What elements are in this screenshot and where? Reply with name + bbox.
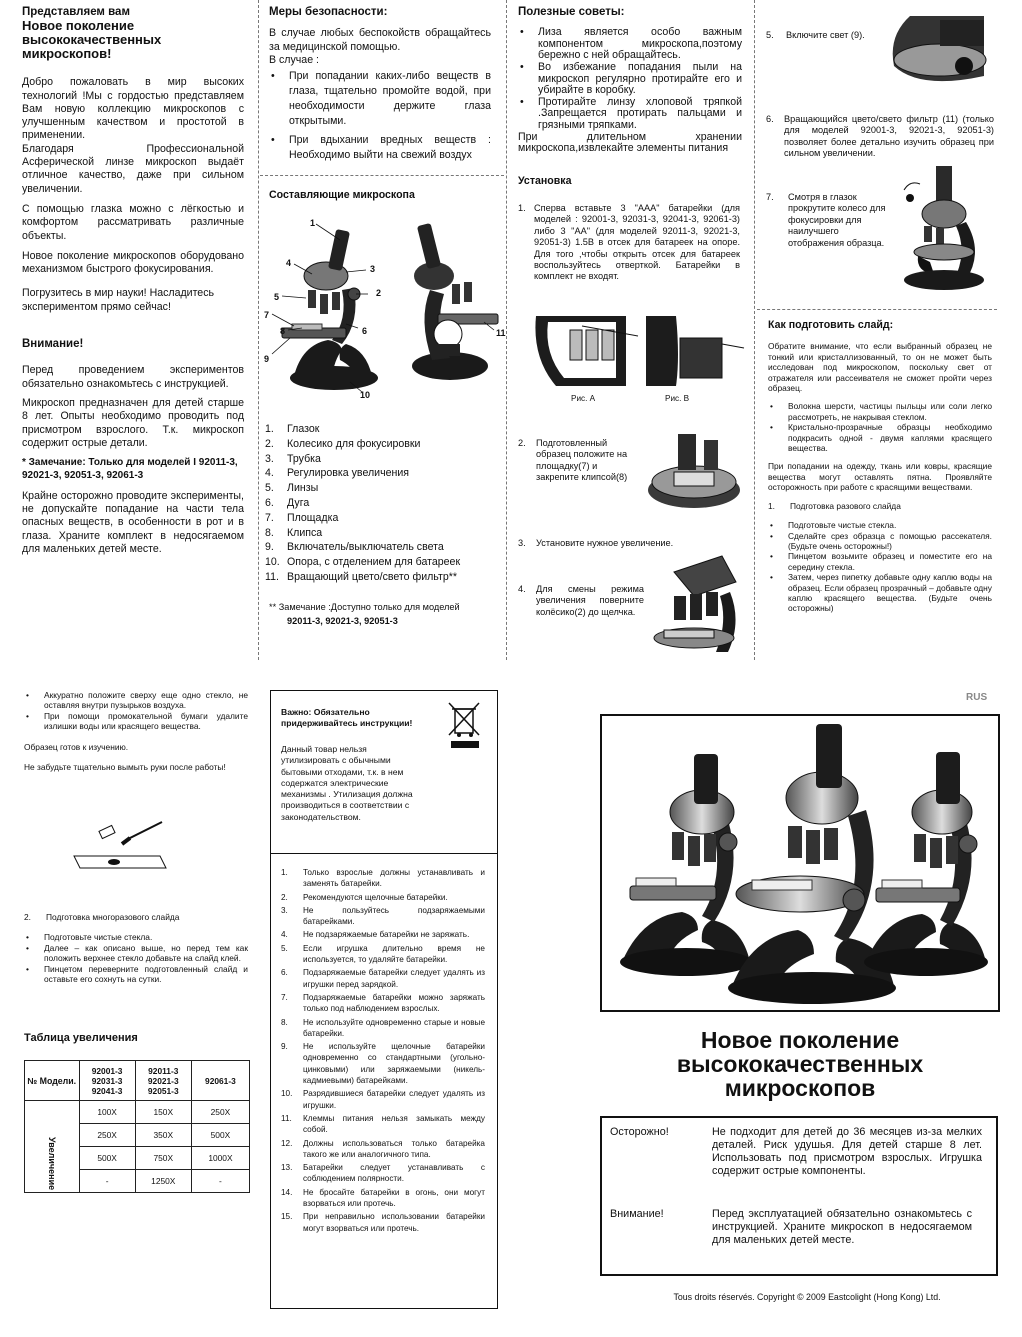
disposable-title: 1. Подготовка разового слайда [768,500,901,511]
diagram-label: 2 [376,288,382,298]
battery-rule: 11. Клеммы питания нельзя замыкать между собой. [281,1113,485,1135]
aspheric-text: Благодаря Профессиональной Асферической линзе микроскоп выдаёт отличное качество, даже при сильном увеличении. [22,142,244,195]
magnification-turret-illustration [644,552,746,658]
mag-header-model: № Модели. [25,1061,80,1101]
tips-storage: При длительном хранении микроскопа,извлекайте элементы питания [518,130,742,155]
step-5: 5. Включите свет (9). [766,30,865,40]
diagram-label: 6 [362,326,368,336]
slide-column [768,320,992,614]
diagram-label: 9 [264,354,270,364]
important-note: Важно: Обязательно придерживайтесь инструкции! [281,707,413,728]
wash-hands: Не забудьте тщательно вымыть руки после работы! [24,762,226,773]
tips-column [518,6,742,188]
slide-illustration [70,818,170,878]
focus-knob-illustration [896,162,994,292]
battery-rule: 2. Рекомендуются щелочные батарейки. [281,892,448,902]
parts-item: 5. Линзы [265,482,319,495]
battery-rule: 9. Не используйте щелочные батарейки одновременно со стандартными (угольно-цинковыми) или заряжаемыми (никель-кадмиевыми) батарейками. [281,1042,485,1086]
battery-rule: 6. Подзаряжаемые батарейки следует удалять из игрушки перед зарядкой. [281,968,485,989]
diagram-label: 5 [274,292,280,302]
mag-cell: 500X [191,1124,249,1147]
parts-item: 8. Клипса [265,526,323,539]
disposable-item: • Затем, через пипетку добавьте одну каплю воды на образец. Если образец прозрачный – добавьте одну каплю красящего вещества. (Будьте очень осторожны) [768,572,992,614]
attention-text: Перед эксплуатацией обязательно ознакомьтесь с инструкцией. Храните микроскоп в недосягаемом для маленьких детей месте. [712,1207,972,1246]
intro-pre: Представляем вам [22,6,130,18]
install-step-3: 3. Установите нужное увеличение. [518,538,674,548]
safety-item: • При вдыхании вредных веществ : Необходимо выйти на свежий воздух [269,133,491,163]
mag-header: 92011-3 92021-3 92051-3 [135,1061,191,1101]
attention-note: * Замечание: Только для моделей I 92011-3, 92021-3, 92051-3, 92061-3 [22,457,238,482]
slide-item: • Волокна шерсти, частицы пыльцы или соли легко рассмотреть, не накрывая стеклом. [768,401,992,422]
battery-rule: 7. Подзаряжаемые батарейки можно заряжать только под наблюдением взрослых. [281,992,485,1014]
reusable-item: • Подготовьте чистые стекла. [24,932,248,942]
battery-rule: 4. Не подзаряжаемые батарейки не заряжать. [281,930,470,940]
safety-item: • При попадании каких-либо веществ в глаза, тщательно промойте водой, при необходимости держите глаза открытыми. [269,69,491,129]
slide-item: • Кристально-прозрачные образцы необходимо подкрасить одной - двумя каплями красящего вещества. [768,422,992,453]
parts-note: ** Замечание :Доступно только для моделей [269,602,460,612]
magnification-table [24,1060,250,1193]
intro-title: Новое поколение высококачественных микроскопов! [22,18,162,62]
tips-list [518,27,742,131]
diagram-label: 10 [360,390,371,400]
diagram-label: 3 [370,264,376,274]
disposable-item: • Сделайте срез образца с помощью рассекателя. (Будьте очень осторожны!) [768,531,992,552]
battery-rule: 14. Не бросайте батарейки в огонь, они могут взорваться или протечь. [281,1187,485,1209]
figure-b-caption: Рис. B [665,394,690,403]
disposable-item: • Пинцетом возьмите образец и поместите его на середину стекла. [768,551,992,572]
cover-image-frame [600,714,1000,1012]
slide-continued-item: • При помощи промокательной бумаги удалите излишки воды или красящего вещества. [24,711,248,732]
slide-warning: При попадании на одежду, ткань или ковры, красящие вещества могут оставлять пятна. Проявляйте осторожность при работе с красящими веществами. [768,461,992,493]
parts-item: 10. Опора, с отделением для батареек [265,556,461,569]
disposal-box [270,690,498,854]
mag-cell: 100X [79,1101,135,1124]
copyright: Tous droits réservés. Copyright © 2009 Eastcolight (Hong Kong) Ltd. [673,1292,941,1302]
parts-item: 4. Регулировка увеличения [265,467,409,480]
safety-column [269,6,491,163]
battery-rule: 10. Разрядившиеся батарейки следует удалять из игрушки. [281,1089,485,1110]
mag-side-label: Увеличение [25,1101,80,1193]
attention-label: Внимание! [610,1207,664,1220]
diagram-label: 8 [280,326,286,336]
diagram-label: 1 [310,218,316,228]
reusable-section [24,912,248,984]
install-heading: Установка [518,174,572,187]
mag-cell: 250X [191,1101,249,1124]
cover-title: Новое поколение высококачественных микроскопов [676,1027,924,1101]
microscopes-photo [602,716,998,1010]
diagram-label: 4 [286,258,292,268]
parts-item: 11. Вращающий цвето/свето фильтр** [265,570,457,583]
safety-case: В случае : [269,53,319,66]
battery-rule: 13. Батарейки следует устанавливать с соблюдением полярности. [281,1163,485,1184]
slide-heading: Как подготовить слайд: [768,319,894,331]
attention-care: Крайне осторожно проводите эксперименты, не допускайте попадание на части тела опасных веществ, в особенности в рот и в глаза. Храните комплект в недосягаемом для маленьких детей месте. [22,489,244,555]
disposal-text: Данный товар нельзя утилизировать с обычными бытовыми отходами, т.к. в нем содержатся электрические механизмы . Утилизация должна производиться в соответствии с законодательством. [281,744,413,822]
reusable-item: • Далее – как описано выше, но перед тем как положить верхнее стекло добавьте на слайд клей. [24,943,248,964]
parts-heading: Составляющие микроскопа [269,189,415,201]
battery-rule: 1. Только взрослые должны устанавливать и заменять батарейки. [281,868,485,889]
weee-bin-icon [447,701,483,751]
sample-ready: Образец готов к изучению. [24,741,129,752]
slide-intro: Обратите внимание, что если выбранный образец не тонкий или кристаллизованный, то он не может быть исследован под микроскопом, поскольку свет от отражателя или рассеивателя не сможет пройти через образец. [768,341,992,394]
tip-item: • Лиза является особо важным компонентом микроскопа,поэтому бережно с ней обращайтесь. [518,27,742,62]
mag-cell: 350X [135,1124,191,1147]
safety-heading: Меры безопасности: [269,6,388,18]
slide-continued-item: • Аккуратно положите сверху еще одно стекло, не оставляя внутри пузырьков воздуха. [24,690,248,711]
mag-cell: 250X [79,1124,135,1147]
tip-item: • Протирайте линзу хлоповой тряпкой .Запрещается протирать пальцами и грязными тряпками. [518,97,742,132]
step-6: 6. Вращающийся цвето/свето фильтр (11) (только для моделей 92001-3, 92021-3, 92051-3) позволяет более детально изучить образец при сильном увеличении. [766,114,994,159]
magnification-heading: Таблица увеличения [24,1032,138,1044]
battery-rule: 3. Не пользуйтесь подзаряжаемыми батарейками. [281,905,485,927]
figure-a-caption: Рис. A [571,394,596,403]
attention-read: Перед проведением экспериментов обязательно ознакомьтесь с инструкцией. [22,364,244,390]
microscope-parts-diagram [262,210,506,410]
battery-rule: 5. Если игрушка длительно время не используется, то удаляйте батарейки. [281,943,485,965]
install-step-4: 4. Для смены режима увеличения поверните колёсико(2) до щелчка. [518,584,644,617]
mag-cell: 150X [135,1101,191,1124]
slide-continued [24,690,248,772]
parts-item: 3. Трубка [265,452,321,465]
parts-item: 2. Колесико для фокусировки [265,437,421,450]
disposable-item: • Подготовьте чистые стекла. [768,520,992,530]
mag-header: 92001-3 92031-3 92041-3 [79,1061,135,1101]
parts-item: 9. Включатель/выключатель света [265,541,444,554]
install-step-2: 2. Подготовленный образец положите на площадку(7) и закрепите клипсой(8) [518,438,628,483]
attention-heading: Внимание! [22,338,84,351]
stage-clip-illustration [644,430,746,514]
safety-intro: В случае любых беспокойств обращайтесь за медицинской помощью. [269,27,491,53]
intro-column [22,6,244,556]
mag-header: 92061-3 [191,1061,249,1101]
science-text: Погрузитесь в мир науки! Насладитесь экспериментом прямо сейчас! [22,287,215,313]
reusable-list [24,932,248,984]
parts-note-models: 92011-3, 92021-3, 92051-3 [287,616,398,626]
battery-rules-list [281,867,485,1236]
diagram-label: 7 [264,310,270,320]
mag-cell: 500X [79,1147,135,1170]
tip-item: • Во избежание попадания пыли на микроскоп регулярно протирайте его и убирайте в коробку. [518,62,742,97]
eyepiece-text: С помощью глазка можно с лёгкостью и комфортом рассматривать различные объекты. [22,202,244,242]
safety-list [269,69,491,163]
welcome-text: Добро пожаловать в мир высоких технологий !Мы с гордостью представляем Вам новую коллекцию микроскопов с улучшенным качеством и простотой в применении. [22,76,244,142]
tips-heading: Полезные советы: [518,6,625,18]
battery-figures [530,308,748,392]
battery-rule: 15. При неправильно использовании батарейки могут взорваться или протечь. [281,1212,485,1233]
warning-box [600,1116,998,1276]
mag-cell: 1250X [135,1170,191,1193]
mag-cell: 750X [135,1147,191,1170]
mag-cell: 1000X [191,1147,249,1170]
slide-list [768,401,992,453]
install-step-1: 1. Сперва вставьте 3 "AAA" батарейки (для моделей : 92001-3, 92031-3, 92041-3, 92061-3) либо 3 "AA" (для моделей 92011-3, 92021-3, 92051-3) 1.5В в отсек для батареек на опоре. Для того ,чтобы открыть отсек для батареек воспользуйтесь отверткой. Батарейки в комплект не входят. [518,203,740,282]
disposable-list [768,520,992,614]
attention-age: Микроскоп предназначен для детей старше 8 лет. Опыты необходимо проводить под присмотром взрослого. Т.к. микроскоп содержит острые детали. [22,396,244,449]
battery-rule: 12. Должны использоваться только батарейка такого же или аналогичного типа. [281,1138,485,1159]
parts-list [265,422,501,585]
battery-rule: 8. Не используйте одновременно старые и новые батарейки. [281,1017,485,1038]
diagram-label: 11 [496,328,506,338]
mag-cell: - [79,1170,135,1193]
parts-item: 1. Глазок [265,423,320,435]
slide-continued-list [24,690,248,732]
caution-label: Осторожно! [610,1126,669,1138]
step-7: 7. Смотря в глазок прокрутите колесо для фокусировки для наилучшего отображения образца. [766,192,886,248]
parts-item: 7. Площадка [265,511,339,524]
battery-box [270,853,498,1309]
mag-cell: - [191,1170,249,1193]
reusable-item: • Пинцетом переверните подготовленный слайд и оставьте его сохнуть на сутки. [24,964,248,985]
reusable-title: 2. Подготовка многоразового слайда [24,912,180,922]
language-code: RUS [966,692,988,703]
light-on-illustration [880,6,994,90]
caution-text: Не подходит для детей до 36 месяцев из-за мелких деталей. Риск удушья. Для детей старше 8 лет. Использовать под присмотром взрослых. Игрушка содержит острые компоненты. [712,1126,982,1177]
focus-text: Новое поколение микроскопов оборудовано механизмом быстрого фокусирования. [22,249,244,276]
parts-item: 6. Дуга [265,496,310,509]
